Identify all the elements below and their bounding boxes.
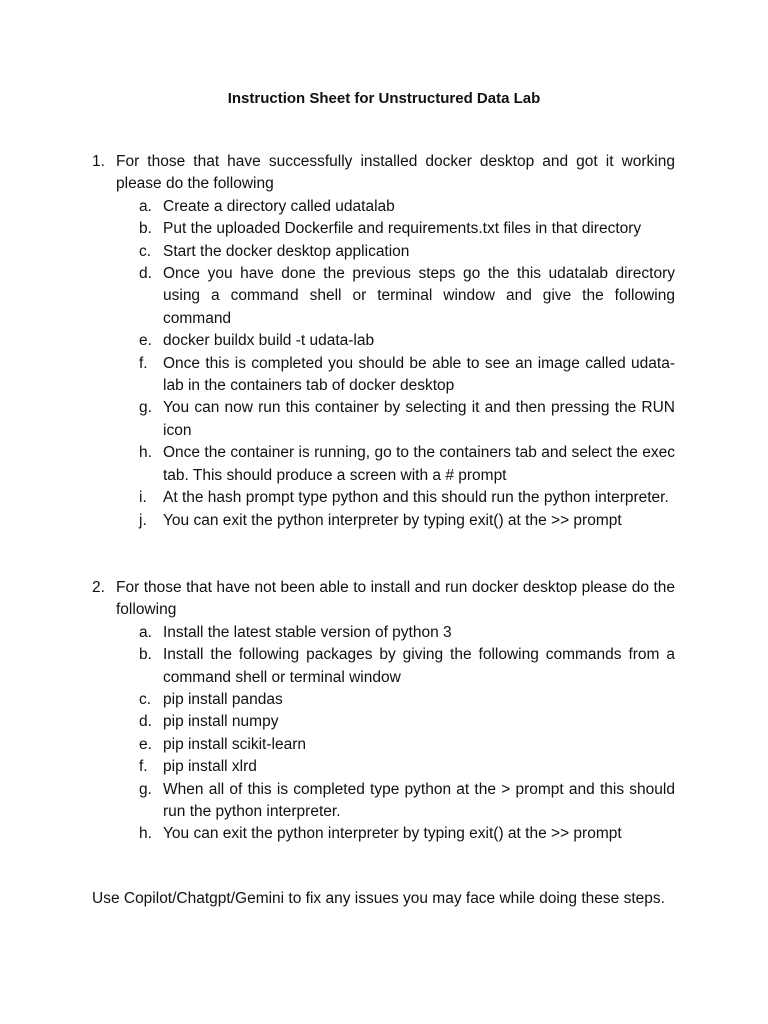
step-letter: f. xyxy=(139,354,148,372)
step-text: Start the docker desktop application xyxy=(163,242,410,260)
step-letter: j. xyxy=(139,511,147,529)
section-2-steps xyxy=(92,622,675,846)
section-2-text: For those that have not been able to install and run docker desktop please do the following xyxy=(116,579,675,619)
step-1d xyxy=(92,263,675,330)
step-letter: c. xyxy=(139,242,152,260)
step-2a xyxy=(92,622,675,644)
section-1-intro xyxy=(92,151,675,196)
section-1-number: 1. xyxy=(92,153,105,170)
step-text: pip install scikit-learn xyxy=(163,735,306,753)
step-1e xyxy=(92,330,675,352)
step-text: Put the uploaded Dockerfile and requirements.txt files in that directory xyxy=(163,220,642,238)
step-letter: e. xyxy=(139,735,152,753)
step-2c xyxy=(92,689,675,711)
step-text: You can now run this container by selecting it and then pressing the RUN icon xyxy=(163,399,675,439)
step-text: You can exit the python interpreter by typing exit() at the >> prompt xyxy=(163,825,622,843)
step-letter: b. xyxy=(139,220,152,238)
step-text: Install the latest stable version of python 3 xyxy=(163,623,452,641)
step-letter: h. xyxy=(139,444,152,462)
step-text: Create a directory called udatalab xyxy=(163,197,395,215)
step-1h xyxy=(92,442,675,487)
step-letter: g. xyxy=(139,780,152,798)
step-2b xyxy=(92,644,675,689)
step-text: Once you have done the previous steps go the this udatalab directory using a command shell or terminal window and give the following command xyxy=(163,265,675,327)
step-1i xyxy=(92,487,675,509)
section-2-number: 2. xyxy=(92,579,105,596)
step-letter: i. xyxy=(139,489,147,507)
step-letter: c. xyxy=(139,691,152,709)
step-letter: h. xyxy=(139,825,152,843)
step-1c xyxy=(92,241,675,263)
step-text: At the hash prompt type python and this should run the python interpreter. xyxy=(163,489,669,507)
step-letter: d. xyxy=(139,265,152,283)
step-letter: e. xyxy=(139,332,152,350)
step-2f xyxy=(92,756,675,778)
step-letter: f. xyxy=(139,758,148,776)
step-letter: g. xyxy=(139,399,152,417)
step-2e xyxy=(92,734,675,756)
step-2g xyxy=(92,779,675,824)
step-2d xyxy=(92,711,675,733)
step-1j xyxy=(92,510,675,532)
instruction-section-1 xyxy=(92,151,675,532)
step-2h xyxy=(92,823,675,845)
step-text: Once this is completed you should be able to see an image called udata-lab in the containers tab of docker desktop xyxy=(163,354,675,395)
footer-note: Use Copilot/Chatgpt/Gemini to fix any issues you may face while doing these steps. xyxy=(92,890,665,907)
step-letter: b. xyxy=(139,646,152,664)
step-text: pip install pandas xyxy=(163,691,283,709)
step-text: You can exit the python interpreter by typing exit() at the >> prompt xyxy=(163,511,622,529)
step-letter: a. xyxy=(139,197,152,215)
step-1g xyxy=(92,397,675,442)
section-1-text: For those that have successfully installed docker desktop and got it working please do the following xyxy=(116,153,675,193)
step-letter: d. xyxy=(139,713,152,731)
step-text: pip install xlrd xyxy=(163,758,257,776)
instruction-section-2 xyxy=(92,577,675,846)
step-letter: a. xyxy=(139,623,152,641)
step-1f xyxy=(92,353,675,398)
document-title: Instruction Sheet for Unstructured Data Lab xyxy=(227,90,541,107)
section-1-steps xyxy=(92,196,675,532)
step-1b xyxy=(92,218,675,240)
step-text: Once the container is running, go to the containers tab and select the exec tab. This should produce a screen with a # prompt xyxy=(163,444,675,484)
step-1a xyxy=(92,196,675,218)
step-text: pip install numpy xyxy=(163,713,279,731)
section-2-intro xyxy=(92,577,675,622)
step-text: Install the following packages by giving the following commands from a command shell or terminal window xyxy=(163,646,675,686)
step-text: When all of this is completed type python at the > prompt and this should run the python interpreter. xyxy=(163,780,675,821)
step-text: docker buildx build -t udata-lab xyxy=(163,332,375,350)
